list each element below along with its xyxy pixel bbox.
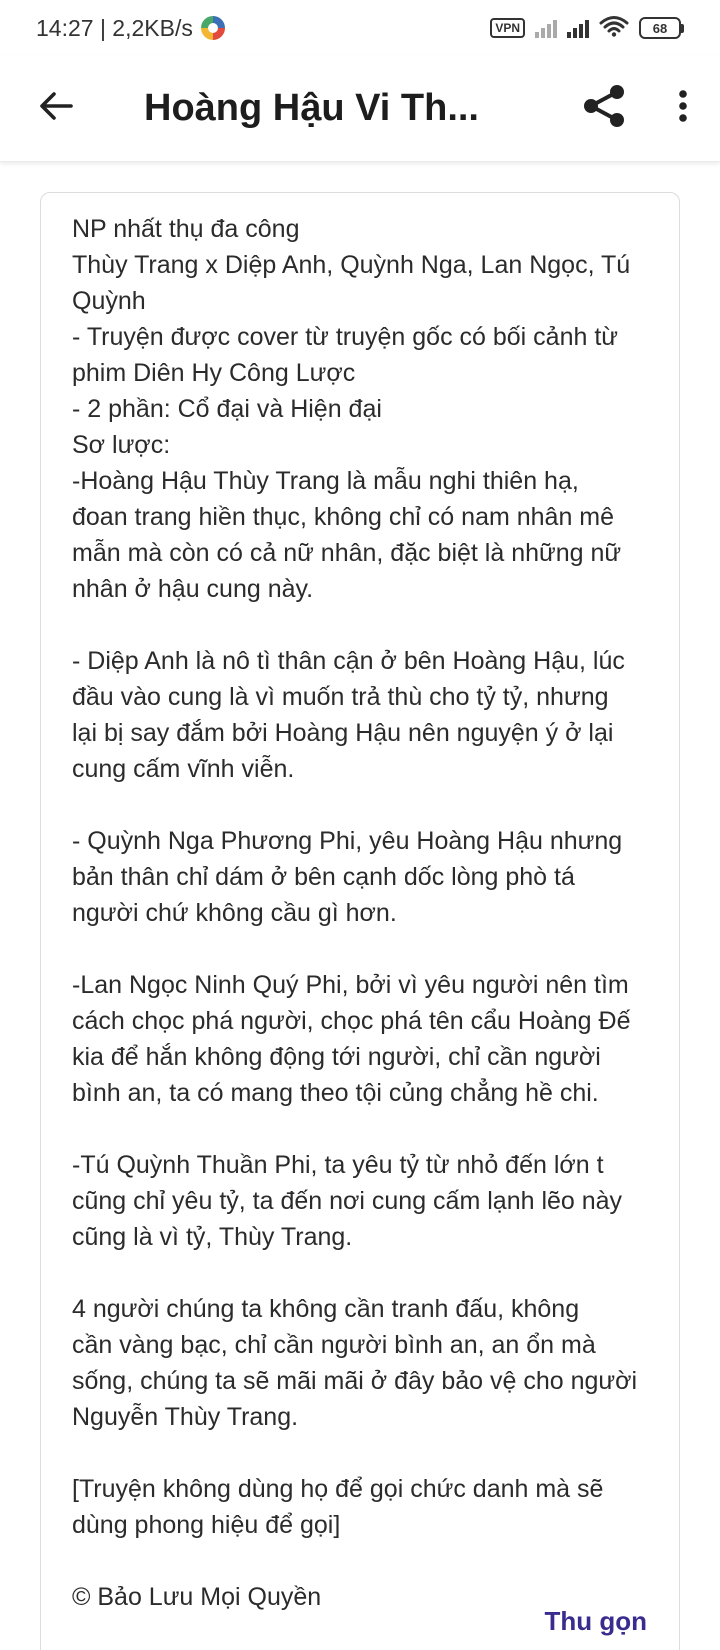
description-line: Sơ lược: <box>72 431 171 459</box>
description-line: kia để hắn không động tới người, chỉ cần người <box>72 1043 601 1071</box>
description-line: Quỳnh <box>72 287 146 315</box>
story-description-card <box>40 192 680 1650</box>
description-line: - Diệp Anh là nô tì thân cận ở bên Hoàng Hậu, lúc <box>72 647 625 675</box>
description-line <box>72 1111 651 1147</box>
description-line <box>72 1435 651 1471</box>
status-time-speed: 14:27 | 2,2KB/s <box>36 14 193 41</box>
description-line <box>72 931 651 967</box>
description-line: -Lan Ngọc Ninh Quý Phi, bởi vì yêu người nên tìm <box>72 971 629 999</box>
page-title: Hoàng Hậu Vi Th... <box>144 87 479 129</box>
description-line: nhân ở hậu cung này. <box>72 575 314 603</box>
description-line: đoan trang hiền thục, không chỉ có nam nhân mê <box>72 503 615 531</box>
app-bar <box>0 56 720 162</box>
description-text <box>72 211 651 1615</box>
description-line <box>72 787 651 823</box>
description-line: © Bảo Lưu Mọi Quyền <box>72 1583 322 1611</box>
share-icon <box>580 82 628 135</box>
description-line: đầu vào cung là vì muốn trả thù cho tỷ tỷ, nhưng <box>72 683 609 711</box>
description-line: -Tú Quỳnh Thuần Phi, ta yêu tỷ từ nhỏ đến lớn t <box>72 1151 604 1179</box>
description-line: cũng chỉ yêu tỷ, ta đến nơi cung cấm lạnh lẽo này <box>72 1187 623 1215</box>
status-right <box>490 15 684 42</box>
back-button[interactable] <box>0 56 112 162</box>
battery-icon <box>639 17 684 39</box>
description-line: cần vàng bạc, chỉ cần người bình an, an ổn mà <box>72 1331 596 1359</box>
more-vertical-icon <box>678 89 688 128</box>
description-line: lại bị say đắm bởi Hoàng Hậu nên nguyện ý ở lại <box>72 719 614 747</box>
vpn-icon: VPN <box>490 18 525 38</box>
description-line: Nguyễn Thùy Trang. <box>72 1403 299 1431</box>
description-line <box>72 1543 651 1579</box>
app-icon <box>201 16 225 40</box>
signal-icon <box>535 18 557 38</box>
more-options-button[interactable] <box>646 56 720 162</box>
description-line: người chứ không cầu gì hơn. <box>72 899 397 927</box>
description-line <box>72 1255 651 1291</box>
description-line: - Quỳnh Nga Phương Phi, yêu Hoàng Hậu nhưng <box>72 827 623 855</box>
description-line <box>72 607 651 643</box>
description-line: 4 người chúng ta không cần tranh đấu, không <box>72 1295 580 1323</box>
battery-level: 68 <box>639 17 681 39</box>
description-line: - 2 phần: Cổ đại và Hiện đại <box>72 395 382 423</box>
description-line: [Truyện không dùng họ để gọi chức danh mà sẽ <box>72 1475 604 1503</box>
description-line: cách chọc phá người, chọc phá tên cẩu Hoàng Đế <box>72 1007 631 1035</box>
wifi-icon <box>599 15 629 42</box>
signal-icon <box>567 18 589 38</box>
description-line: mẫn mà còn có cả nữ nhân, đặc biệt là những nữ <box>72 539 622 567</box>
description-line: cung cấm vĩnh viễn. <box>72 755 295 783</box>
description-line: bình an, ta có mang theo tội củng chẳng hề chi. <box>72 1079 599 1107</box>
back-arrow-icon <box>39 91 73 126</box>
collapse-button[interactable]: Thu gọn <box>544 1606 647 1636</box>
description-line: dùng phong hiệu để gọi] <box>72 1511 341 1539</box>
description-line: sống, chúng ta sẽ mãi mãi ở đây bảo vệ cho người <box>72 1367 638 1395</box>
description-line: -Hoàng Hậu Thùy Trang là mẫu nghi thiên hạ, <box>72 467 579 495</box>
status-left <box>36 15 225 42</box>
status-bar <box>0 0 720 56</box>
description-line: - Truyện được cover từ truyện gốc có bối cảnh từ <box>72 323 619 351</box>
share-button[interactable] <box>562 56 646 162</box>
description-line: NP nhất thụ đa công <box>72 215 300 243</box>
description-line: Thùy Trang x Diệp Anh, Quỳnh Nga, Lan Ngọc, Tú <box>72 251 631 279</box>
description-line: phim Diên Hy Công Lược <box>72 359 356 387</box>
description-line: bản thân chỉ dám ở bên cạnh dốc lòng phò tá <box>72 863 575 891</box>
description-line: cũng là vì tỷ, Thùy Trang. <box>72 1223 353 1251</box>
